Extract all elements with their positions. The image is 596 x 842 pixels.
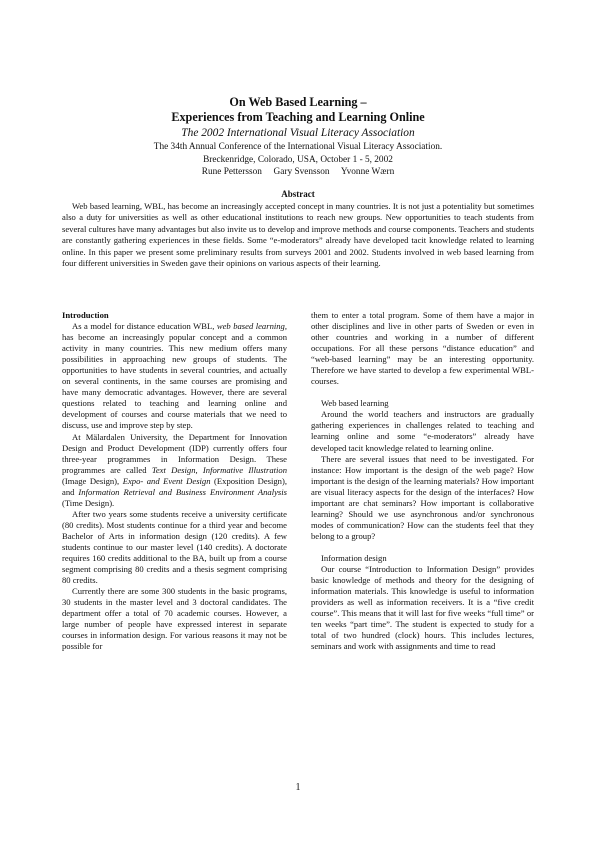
- left-column: [62, 310, 287, 652]
- conference-location: Breckenridge, Colorado, USA, October 1 - 5, 2002: [203, 155, 393, 165]
- intro-paragraph-3: After two years some students receive a university certificate (80 credits). Most students continue for a third year and become Bachelor of Arts in information design (120 credits). A few students continue to our master level (140 credits). A doctorate requires 160 credits additional to the BA, built up from a course segment comprising 80 credits and a thesis segment comprising 80 credits.: [62, 508, 287, 586]
- section-heading-introduction: Introduction: [62, 310, 109, 320]
- wbl-paragraph-1: Around the world teachers and instructors are gradually gathering experiences in challenges related to teaching and learning online and some “e-moderators” already have developed tacit knowledge related to learning online.: [311, 409, 534, 453]
- section-heading-information-design: Information design: [321, 552, 387, 563]
- conference-detail: The 34th Annual Conference of the International Visual Literacy Association.: [153, 142, 443, 152]
- intro-paragraph-1: As a model for distance education WBL, web based learning, has become an increasingly popular concept and a common activity in many countries. This new medium offers many possibilities in approaching new groups of students. The opportunities to have students in several countries, and actually on several continents, in the same courses are promising and have many democratic advantages. However, there are several questions related to teaching and learning online and development of courses and course materials that we need to discuss, use and improve step by step.: [62, 321, 288, 431]
- page-number: 1: [295, 782, 301, 793]
- section-heading-web-based-learning: Web based learning: [321, 398, 389, 409]
- paper-title-line-1: On Web Based Learning –: [229, 95, 367, 109]
- right-column: [311, 310, 534, 652]
- intro-paragraph-2: At Mälardalen University, the Department for Innovation Design and Product Development (IDP) currently offers four three-year programmes in Information Design. These programmes are called Text Design, Informative Illustration (Image Design), Expo- and Event Design (Exposition Design), and Information Retrieval and Business Environment Analysis (Time Design).: [62, 431, 287, 508]
- infodesign-paragraph-1: Our course “Introduction to Information Design” provides basic knowledge of methods and theory for the designing of information materials. This knowledge is useful to information providers as well as information receivers. It is a “five credit course”. This means that it will last for five weeks “full time” or ten weeks “part time”. The student is expected to study for a total of two hundred (clock) hours. This includes lectures, seminars and work with assignments and time to read: [311, 563, 534, 652]
- intro-paragraph-4-continued: them to enter a total program. Some of them have a major in other disciplines and live in other parts of Sweden or even in other countries and working in a number of different occupations. For all these persons “distance education” and “web-based learning” may be an interesting opportunity. Therefore we have started to develop a few experimental WBL-courses.: [311, 310, 534, 387]
- paper-title-line-2: Experiences from Teaching and Learning Online: [171, 110, 425, 124]
- intro-paragraph-4: Currently there are some 300 students in the basic programs, 30 students in the master level and 3 doctoral candidates. The department offer a total of 70 academic courses. However, a large number of people have expressed interest in separate courses in information design. For various reasons it may not be possible for: [62, 586, 287, 652]
- conference-name: The 2002 International Visual Literacy Association: [181, 127, 415, 139]
- wbl-paragraph-2: There are several issues that need to be investigated. For instance: How important is the design of the web page? How important is the design of the learning materials? How important are visual literacy aspects for the design of the interfaces? How important are chat seminars? How important is collaborative learning? Should we use asynchronous and/or synchronous modes of communication? How can the students feel that they belong to a group?: [311, 453, 534, 541]
- abstract-text: Web based learning, WBL, has become an increasingly accepted concept in many countries. It is not just a potentiality but sometimes also a duty for universities as well as other educational institutions to reach new groups. New opportunities to teach students from several cultures have many advantages but also invite us to develop and improve methods and course components. Teachers and students are constantly gathering experiences in these fields. Some “e-moderators” already have developed tacit knowledge related to learning online. In this paper we present some preliminary results from surveys 2001 and 2002. Students involved in web based learning from four different universities in Sweden gave their opinions on various aspects of their learning.: [62, 201, 534, 269]
- authors: Rune Pettersson Gary Svensson Yvonne Wærn: [201, 167, 395, 177]
- abstract-heading: Abstract: [281, 189, 315, 199]
